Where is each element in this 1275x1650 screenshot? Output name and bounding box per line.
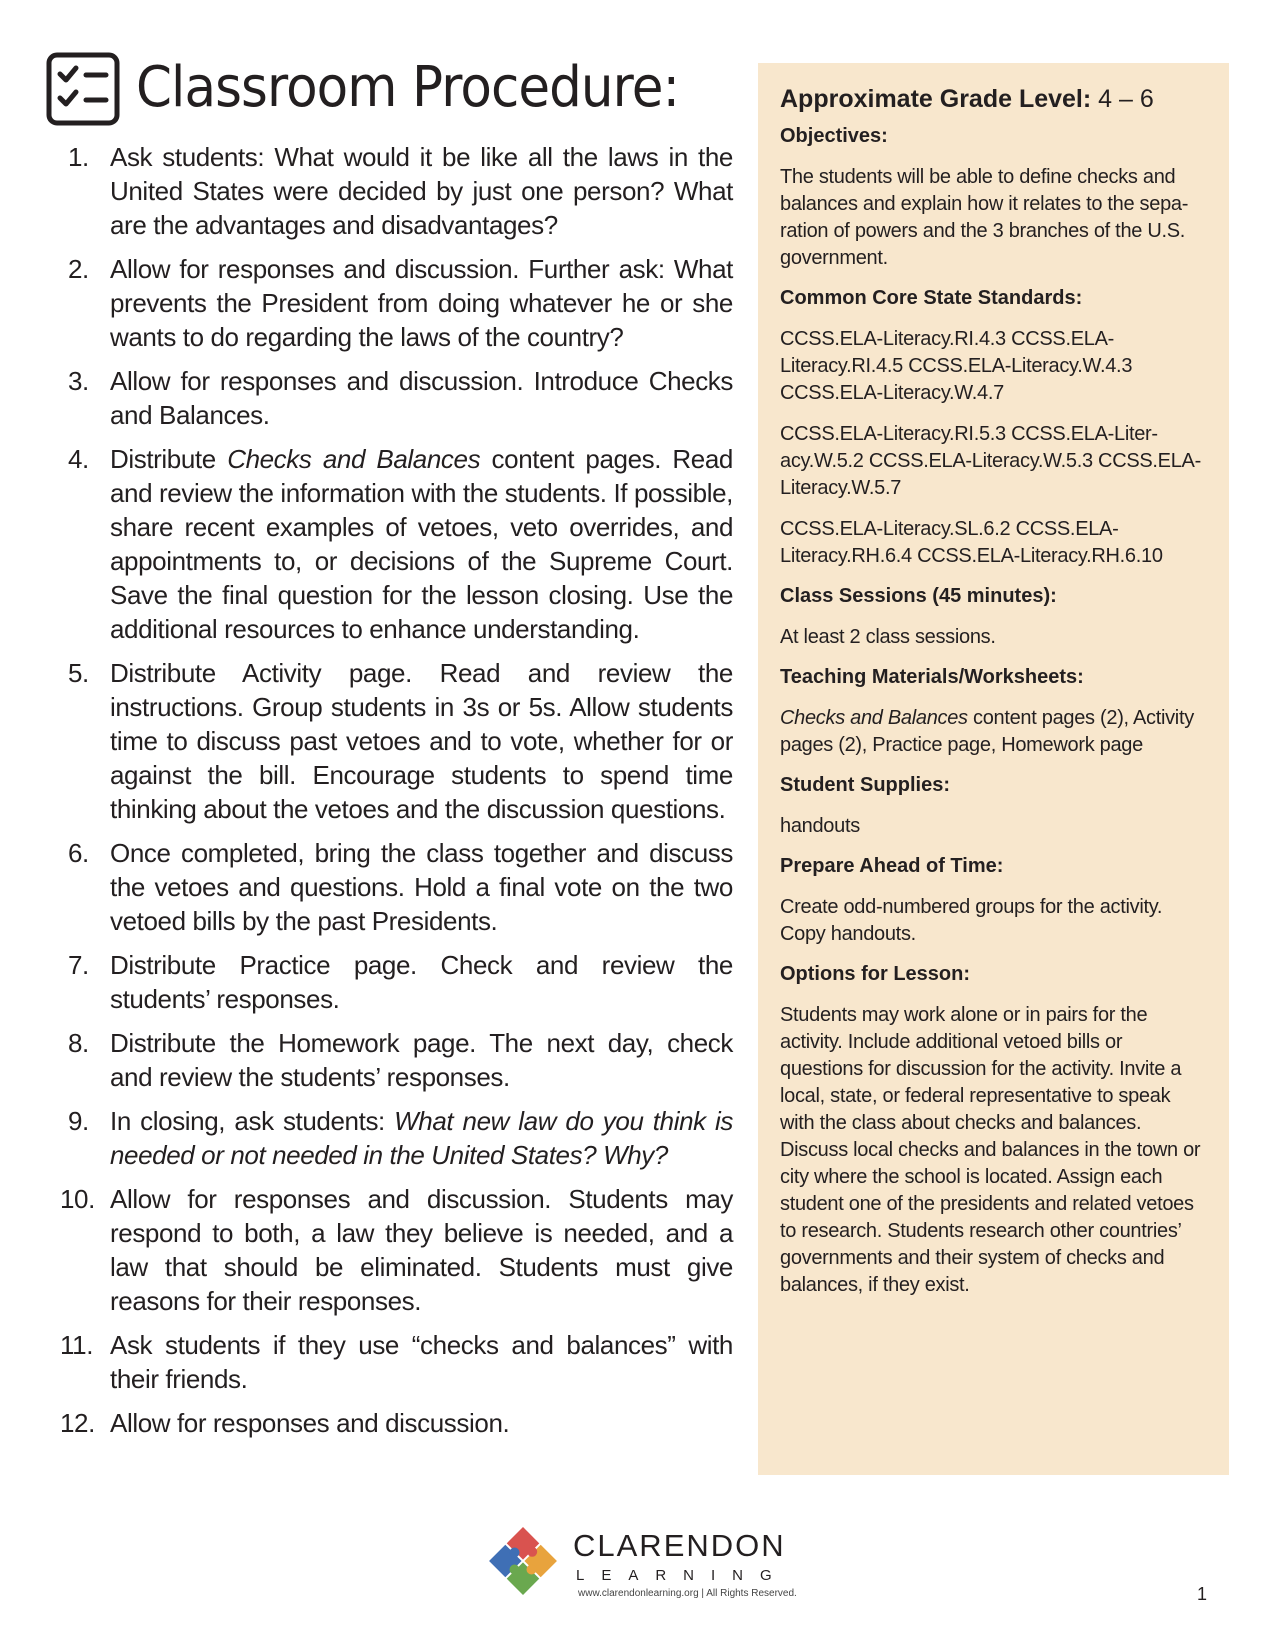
supplies-text: handouts: [780, 815, 860, 837]
list-item: [68, 252, 733, 354]
step-text: Ask students if they use “checks and balances” with their friends.: [110, 1330, 733, 1394]
objectives-heading: Objectives:: [780, 125, 888, 147]
step-number: 10.: [60, 1184, 95, 1214]
step-text: Ask students: What would it be like all the laws in the United States were decided by just one person? What are the advantages and disadvantages?: [110, 142, 733, 240]
step-text: Allow for responses and discussion.: [110, 1408, 510, 1438]
prepare-text: Create odd-numbered groups for the activity. Copy handouts.: [780, 896, 1163, 945]
step-text: Distribute the Homework page. The next day, check and review the students’ responses.: [110, 1028, 733, 1092]
sessions-heading: Class Sessions (45 minutes):: [780, 585, 1057, 607]
step-text: [110, 444, 733, 644]
objectives-text: The students will be able to define checks and balances and explain how it relates to the sepa-ration of powers and the 3 branches of the U.S. government.: [780, 166, 1189, 269]
brand-url: www.clarendonlearning.org | All Rights Reserved.: [578, 1588, 797, 1599]
list-item: [68, 1026, 733, 1094]
step-number: 3.: [68, 366, 89, 396]
step-text: Distribute Activity page. Read and review the instructions. Group students in 3s or 5s. Allow students time to discuss past vetoes and to vote, whether for or against the bill. Encourage students to spend time thinking about the vetoes and the discussion questions.: [110, 658, 733, 824]
step-text-emphasis: What new law do you think is needed or not needed in the United States? Why?: [110, 1106, 733, 1170]
standards-grade-4: CCSS.ELA-Literacy.RI.4.3 CCSS.ELA-Literacy.RI.4.5 CCSS.ELA-Literacy.W.4.3 CCSS.ELA-Literacy.W.4.7: [780, 328, 1133, 404]
list-item: [68, 364, 733, 432]
grade-level-label: Approximate Grade Level:: [780, 85, 1092, 113]
grade-level: [780, 85, 1207, 114]
list-item: [60, 1328, 733, 1396]
prepare-heading: Prepare Ahead of Time:: [780, 855, 1004, 877]
step-text: Allow for responses and discussion. Further ask: What prevents the President from doing whatever he or she wants to do regarding the laws of the country?: [110, 254, 733, 352]
step-number: 12.: [60, 1408, 95, 1438]
brand-subtitle: LEARNING: [576, 1567, 789, 1584]
step-number: 4.: [68, 444, 89, 474]
page-number: 1: [1197, 1584, 1208, 1604]
lesson-info-sidebar: [758, 63, 1229, 1475]
step-text-pre: In closing, ask students:: [110, 1106, 395, 1136]
checklist-icon: [46, 52, 120, 126]
step-text: Allow for responses and discussion. Students may respond to both, a law they believe is needed, and a law that should be eliminated. Students must give reasons for their responses.: [110, 1184, 733, 1316]
grade-level-value: 4 – 6: [1091, 85, 1154, 113]
step-text-emphasis: Checks and Balances: [227, 444, 481, 474]
materials-text: [780, 705, 1207, 759]
options-text: Students may work alone or in pairs for the activity. Include additional vetoed bills or questions for discussion for the activity. Invite a local, state, or federal representative to speak with the class about checks and balances. Discuss local checks and balances in the town or city where the school is located. Assign each student one of the presidents and related vetoes to research. Students research other countries’ governments and their system of checks and balances, if they exist.: [780, 1004, 1201, 1296]
list-item: [68, 442, 733, 646]
step-number: 11.: [60, 1330, 94, 1360]
list-item: [60, 1182, 733, 1318]
step-text: Allow for responses and discussion. Introduce Checks and Balances.: [110, 366, 733, 430]
materials-heading: Teaching Materials/Worksheets:: [780, 666, 1084, 688]
options-heading: Options for Lesson:: [780, 963, 970, 985]
list-item: [68, 948, 733, 1016]
materials-rest: content pages (2), Activity pages (2), Practice page, Homework page: [780, 707, 1194, 756]
standards-grade-6: CCSS.ELA-Literacy.SL.6.2 CCSS.ELA-Literacy.RH.6.4 CCSS.ELA-Literacy.RH.6.10: [780, 518, 1163, 567]
step-text-pre: Distribute: [110, 444, 228, 474]
list-item: [68, 656, 733, 826]
step-number: 2.: [68, 254, 89, 284]
step-text: Distribute Practice page. Check and review the students’ responses.: [110, 950, 733, 1014]
sessions-text: At least 2 class sessions.: [780, 626, 996, 648]
standards-heading: Common Core State Standards:: [780, 287, 1083, 309]
standards-grade-5: CCSS.ELA-Literacy.RI.5.3 CCSS.ELA-Liter-acy.W.5.2 CCSS.ELA-Literacy.W.5.3 CCSS.ELA-Literacy.W.5.7: [780, 423, 1201, 499]
list-item: [68, 140, 733, 242]
step-text: Once completed, bring the class together and discuss the vetoes and questions. Hold a final vote on the two vetoed bills by the past Presidents.: [110, 838, 733, 936]
supplies-heading: Student Supplies:: [780, 774, 950, 796]
step-text: [110, 1106, 733, 1170]
materials-emphasis: Checks and Balances: [780, 707, 968, 729]
step-number: 9.: [68, 1106, 89, 1136]
list-item: [60, 1406, 733, 1440]
procedure-list: [60, 140, 733, 1450]
step-number: 5.: [68, 658, 89, 688]
step-number: 7.: [68, 950, 89, 980]
step-number: 8.: [68, 1028, 89, 1058]
step-text-post: content pages. Read and review the information with the students. If possible, share recent examples of vetoes, veto overrides, and appointments to, or decisions of the Supreme Court. Save the final question for the lesson closing. Use the additional resources to enhance understanding.: [110, 444, 733, 644]
list-item: [68, 1104, 733, 1172]
brand-name: CLARENDON: [573, 1528, 786, 1563]
step-number: 1.: [68, 142, 89, 172]
puzzle-logo-icon: [483, 1521, 563, 1601]
list-item: [68, 836, 733, 938]
step-number: 6.: [68, 838, 89, 868]
page-title: Classroom Procedure:: [136, 55, 680, 120]
